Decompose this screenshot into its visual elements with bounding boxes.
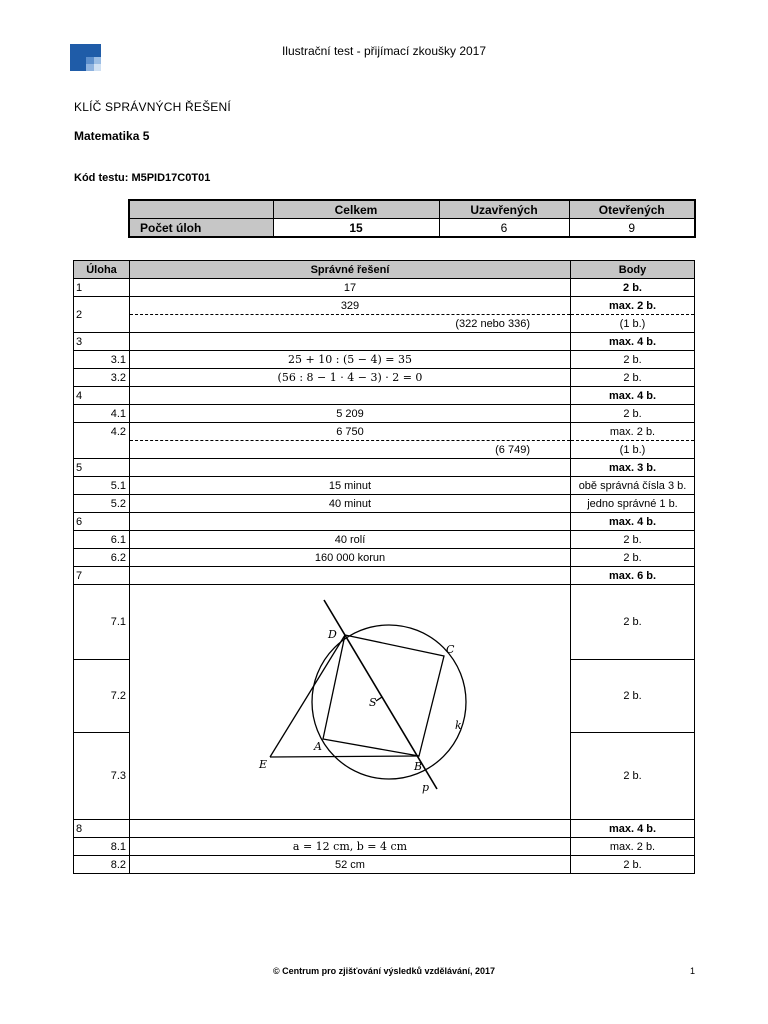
task-solution: 40 minut bbox=[130, 495, 571, 513]
key-title: KLÍČ SPRÁVNÝCH ŘEŠENÍ bbox=[74, 100, 231, 114]
task-id: 7 bbox=[74, 567, 130, 585]
summary-closed-value: 6 bbox=[439, 219, 569, 238]
table-row bbox=[74, 405, 695, 423]
task-solution: (56 : 8 − 1 · 4 − 3) · 2 = 0 bbox=[130, 369, 571, 387]
summary-header-open: Otevřených bbox=[569, 200, 695, 219]
task-id: 6.2 bbox=[74, 549, 130, 567]
task-points: obě správná čísla 3 b. bbox=[571, 477, 695, 495]
table-row bbox=[74, 549, 695, 567]
table-row bbox=[74, 838, 695, 856]
header-solution: Správné řešení bbox=[130, 261, 571, 279]
tick-S bbox=[376, 697, 382, 701]
task-id: 8.2 bbox=[74, 856, 130, 874]
task-points: max. 2 b. bbox=[571, 838, 695, 856]
label-A: A bbox=[314, 740, 322, 753]
task-id: 1 bbox=[74, 279, 130, 297]
table-row bbox=[74, 820, 695, 838]
summary-header-total: Celkem bbox=[273, 200, 439, 219]
label-k: k bbox=[455, 719, 462, 732]
answer-key-table bbox=[73, 260, 695, 874]
task-points: 2 b. bbox=[571, 279, 695, 297]
table-row bbox=[74, 459, 695, 477]
task-solution: a = 12 cm, b = 4 cm bbox=[130, 838, 571, 856]
task-id: 2 bbox=[74, 297, 130, 333]
table-row bbox=[74, 279, 695, 297]
segment-EB bbox=[270, 756, 419, 757]
task-id: 6 bbox=[74, 513, 130, 531]
task-points: 2 b. bbox=[571, 369, 695, 387]
task-solution-empty bbox=[130, 459, 571, 477]
task-points: max. 2 b. bbox=[571, 297, 695, 315]
task-solution: 329 bbox=[130, 297, 571, 315]
task-id: 5.2 bbox=[74, 495, 130, 513]
task-solution: 160 000 korun bbox=[130, 549, 571, 567]
task-points: 2 b. bbox=[571, 585, 695, 660]
summary-corner bbox=[129, 200, 273, 219]
task-points: max. 4 b. bbox=[571, 513, 695, 531]
header-points: Body bbox=[571, 261, 695, 279]
task-solution: 17 bbox=[130, 279, 571, 297]
page-footer: © Centrum pro zjišťování výsledků vzdělávání, 2017 bbox=[272, 966, 496, 976]
task-id: 8 bbox=[74, 820, 130, 838]
summary-table bbox=[128, 199, 696, 238]
task-id: 8.1 bbox=[74, 838, 130, 856]
task-id: 7.2 bbox=[74, 659, 130, 733]
header-task: Úloha bbox=[74, 261, 130, 279]
task-id-empty bbox=[74, 441, 130, 459]
task-id: 3.1 bbox=[74, 351, 130, 369]
task-solution-empty bbox=[130, 387, 571, 405]
task-id: 6.1 bbox=[74, 531, 130, 549]
task-id: 4.1 bbox=[74, 405, 130, 423]
page-number: 1 bbox=[690, 966, 696, 976]
table-row bbox=[74, 856, 695, 874]
task-points: max. 4 b. bbox=[571, 820, 695, 838]
summary-row-label: Počet úloh bbox=[129, 219, 273, 238]
task-points: max. 6 b. bbox=[571, 567, 695, 585]
summary-total-value: 15 bbox=[273, 219, 439, 238]
table-row bbox=[74, 495, 695, 513]
task-solution: 6 750 bbox=[130, 423, 571, 441]
table-row bbox=[74, 387, 695, 405]
task-points: max. 4 b. bbox=[571, 333, 695, 351]
task-id: 4.2 bbox=[74, 423, 130, 441]
task-solution: 40 rolí bbox=[130, 531, 571, 549]
task-id: 7.3 bbox=[74, 733, 130, 820]
table-row bbox=[74, 531, 695, 549]
task-alt-points: (1 b.) bbox=[571, 441, 695, 459]
task-points: 2 b. bbox=[571, 351, 695, 369]
task-alt-points: (1 b.) bbox=[571, 315, 695, 333]
task-points: max. 4 b. bbox=[571, 387, 695, 405]
task-solution: 52 cm bbox=[130, 856, 571, 874]
task-id: 3 bbox=[74, 333, 130, 351]
task-points: 2 b. bbox=[571, 405, 695, 423]
table-row bbox=[74, 333, 695, 351]
geometry-figure-cell bbox=[130, 585, 571, 820]
table-row bbox=[74, 369, 695, 387]
label-E: E bbox=[259, 758, 268, 771]
task-alt-solution: (6 749) bbox=[130, 441, 571, 459]
task-points: jedno správné 1 b. bbox=[571, 495, 695, 513]
table-row bbox=[74, 513, 695, 531]
summary-header-closed: Uzavřených bbox=[439, 200, 569, 219]
label-D: D bbox=[328, 628, 337, 641]
task-solution-empty bbox=[130, 513, 571, 531]
page-header-title: Ilustrační test - přijímací zkoušky 2017 bbox=[281, 44, 487, 58]
task-solution: 5 209 bbox=[130, 405, 571, 423]
task-points: 2 b. bbox=[571, 531, 695, 549]
geometry-figure bbox=[130, 585, 571, 819]
table-row bbox=[74, 423, 695, 441]
label-S: S bbox=[369, 696, 377, 709]
task-alt-solution: (322 nebo 336) bbox=[130, 315, 571, 333]
subject-title: Matematika 5 bbox=[74, 129, 150, 143]
task-points: 2 b. bbox=[571, 659, 695, 733]
table-row bbox=[74, 351, 695, 369]
table-row bbox=[74, 477, 695, 495]
task-solution-empty bbox=[130, 567, 571, 585]
task-solution-empty bbox=[130, 333, 571, 351]
task-solution: 15 minut bbox=[130, 477, 571, 495]
table-row bbox=[74, 297, 695, 315]
task-points: 2 b. bbox=[571, 549, 695, 567]
task-id: 4 bbox=[74, 387, 130, 405]
task-solution: 25 + 10 : (5 − 4) = 35 bbox=[130, 351, 571, 369]
summary-open-value: 9 bbox=[569, 219, 695, 238]
table-row bbox=[74, 567, 695, 585]
table-row bbox=[74, 441, 695, 459]
task-id: 7.1 bbox=[74, 585, 130, 660]
label-B: B bbox=[414, 760, 423, 773]
table-row bbox=[74, 585, 695, 660]
task-solution-empty bbox=[130, 820, 571, 838]
quadrilateral-ABCD bbox=[323, 635, 444, 756]
segment-DE bbox=[270, 635, 345, 757]
task-points: 2 b. bbox=[571, 733, 695, 820]
task-points: 2 b. bbox=[571, 856, 695, 874]
task-points: max. 3 b. bbox=[571, 459, 695, 477]
test-code: Kód testu: M5PID17C0T01 bbox=[74, 172, 211, 184]
task-points: max. 2 b. bbox=[571, 423, 695, 441]
label-C: C bbox=[446, 643, 455, 656]
task-id: 3.2 bbox=[74, 369, 130, 387]
task-id: 5.1 bbox=[74, 477, 130, 495]
label-p: p bbox=[422, 781, 430, 794]
table-row bbox=[74, 315, 695, 333]
task-id: 5 bbox=[74, 459, 130, 477]
